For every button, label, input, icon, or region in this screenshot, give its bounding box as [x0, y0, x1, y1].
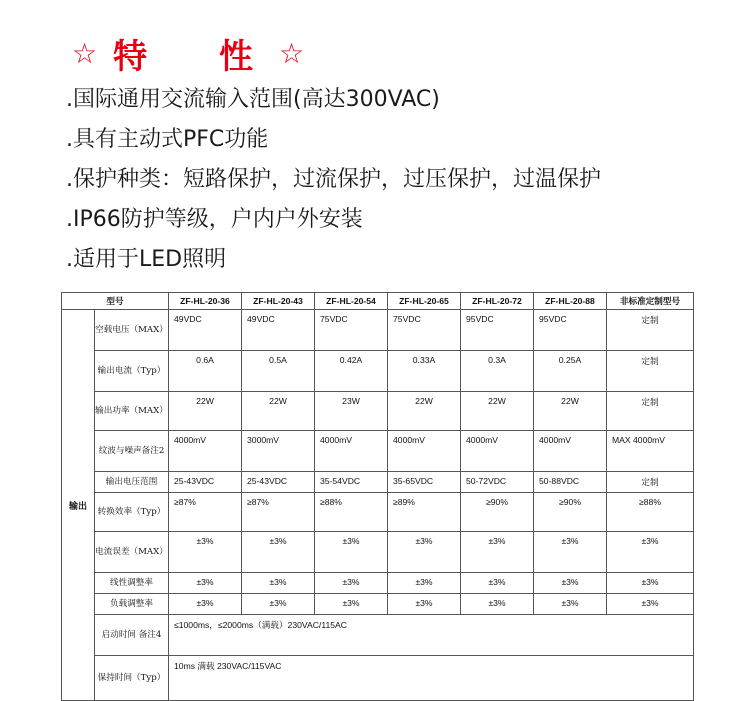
table-cell: 22W	[169, 392, 242, 431]
header-cell: ZF-HL-20-72	[461, 293, 534, 310]
param-label: 线性调整率	[95, 573, 169, 594]
feature-item: .保护种类：短路保护，过流保护，过压保护，过温保护	[66, 167, 601, 192]
table-cell: MAX 4000mV	[607, 431, 694, 472]
table-cell: ±3%	[388, 594, 461, 615]
table-cell: ±3%	[461, 573, 534, 594]
table-cell: ±3%	[388, 532, 461, 573]
table-cell: 4000mV	[169, 431, 242, 472]
star-right-icon: ☆	[278, 36, 305, 70]
table-cell: 50-88VDC	[534, 472, 607, 493]
table-cell: ±3%	[607, 594, 694, 615]
table-header-row	[62, 293, 694, 310]
param-label: 电流误差（MAX）	[95, 532, 169, 573]
table-row	[62, 431, 694, 472]
param-label: 转换效率（Typ）	[95, 493, 169, 532]
param-label: 输出电流（Typ）	[95, 351, 169, 392]
table-cell: 定制	[607, 392, 694, 431]
table-cell: ±3%	[169, 594, 242, 615]
star-left-icon: ☆	[72, 36, 98, 70]
table-cell: 23W	[315, 392, 388, 431]
table-cell: 0.33A	[388, 351, 461, 392]
table-cell: 0.6A	[169, 351, 242, 392]
table-cell: 22W	[388, 392, 461, 431]
table-cell: 49VDC	[169, 310, 242, 351]
table-cell: ±3%	[534, 532, 607, 573]
section-label: 输出	[62, 310, 95, 701]
table-cell: ±3%	[607, 573, 694, 594]
param-label: 输出功率（MAX）	[95, 392, 169, 431]
table-cell: 0.5A	[242, 351, 315, 392]
table-row	[62, 656, 694, 701]
table-cell: ±3%	[461, 532, 534, 573]
table-cell: ≥87%	[242, 493, 315, 532]
param-label: 启动时间 备注4	[95, 615, 169, 656]
table-cell: 95VDC	[534, 310, 607, 351]
table-cell: 35-54VDC	[315, 472, 388, 493]
header-cell: ZF-HL-20-43	[242, 293, 315, 310]
table-row	[62, 573, 694, 594]
table-row	[62, 532, 694, 573]
param-label: 纹波与噪声备注2	[95, 431, 169, 472]
table-cell-span: 10ms 满载 230VAC/115VAC	[169, 656, 694, 701]
header-cell: ZF-HL-20-54	[315, 293, 388, 310]
table-cell: 75VDC	[315, 310, 388, 351]
table-cell: 49VDC	[242, 310, 315, 351]
table-cell: ±3%	[534, 573, 607, 594]
param-label: 保持时间（Typ）	[95, 656, 169, 701]
table-cell: 定制	[607, 472, 694, 493]
table-row	[62, 615, 694, 656]
table-cell: 25-43VDC	[169, 472, 242, 493]
table-cell: 定制	[607, 351, 694, 392]
table-cell: ±3%	[242, 573, 315, 594]
table-cell: 25-43VDC	[242, 472, 315, 493]
table-cell: ±3%	[169, 532, 242, 573]
section-heading	[72, 28, 304, 78]
table-cell-span: ≤1000ms，≤2000ms（满载）230VAC/115AC	[169, 615, 694, 656]
param-label: 输出电压范围	[95, 472, 169, 493]
header-cell: ZF-HL-20-36	[169, 293, 242, 310]
table-cell: ±3%	[607, 532, 694, 573]
table-cell: ±3%	[242, 532, 315, 573]
table-row	[62, 351, 694, 392]
param-label: 负载调整率	[95, 594, 169, 615]
feature-item: .国际通用交流输入范围(高达300VAC)	[66, 87, 440, 112]
header-cell: 非标准定制型号	[607, 293, 694, 310]
table-cell: 22W	[461, 392, 534, 431]
table-cell: 35-65VDC	[388, 472, 461, 493]
table-cell: 4000mV	[461, 431, 534, 472]
table-cell: ±3%	[315, 573, 388, 594]
table-cell: 4000mV	[534, 431, 607, 472]
spec-table	[61, 292, 694, 701]
feature-item: .适用于LED照明	[66, 247, 227, 272]
table-cell: 22W	[534, 392, 607, 431]
table-cell: ≥88%	[607, 493, 694, 532]
header-model: 型号	[62, 293, 169, 310]
table-cell: 3000mV	[242, 431, 315, 472]
table-cell: 95VDC	[461, 310, 534, 351]
table-row	[62, 594, 694, 615]
table-cell: ≥90%	[534, 493, 607, 532]
table-row	[62, 392, 694, 431]
table-cell: 22W	[242, 392, 315, 431]
table-cell: 4000mV	[315, 431, 388, 472]
table-cell: ≥87%	[169, 493, 242, 532]
table-cell: 4000mV	[388, 431, 461, 472]
header-cell: ZF-HL-20-65	[388, 293, 461, 310]
heading-title: 特 性	[113, 36, 283, 77]
table-cell: 75VDC	[388, 310, 461, 351]
table-row	[62, 493, 694, 532]
feature-item: .IP66防护等级，户内户外安装	[66, 207, 363, 232]
table-cell: 50-72VDC	[461, 472, 534, 493]
param-label: 空载电压（MAX）	[95, 310, 169, 351]
table-cell: ±3%	[315, 594, 388, 615]
table-cell: 定制	[607, 310, 694, 351]
feature-item: .具有主动式PFC功能	[66, 127, 269, 152]
table-cell: ±3%	[534, 594, 607, 615]
table-cell: ±3%	[169, 573, 242, 594]
table-cell: ±3%	[242, 594, 315, 615]
table-cell: ≥88%	[315, 493, 388, 532]
table-row	[62, 472, 694, 493]
table-cell: 0.25A	[534, 351, 607, 392]
table-cell: ±3%	[315, 532, 388, 573]
table-cell: ≥90%	[461, 493, 534, 532]
table-cell: ≥89%	[388, 493, 461, 532]
table-cell: ±3%	[461, 594, 534, 615]
table-cell: 0.3A	[461, 351, 534, 392]
feature-list	[66, 80, 601, 280]
table-row	[62, 310, 694, 351]
header-cell: ZF-HL-20-88	[534, 293, 607, 310]
table-cell: 0.42A	[315, 351, 388, 392]
table-cell: ±3%	[388, 573, 461, 594]
